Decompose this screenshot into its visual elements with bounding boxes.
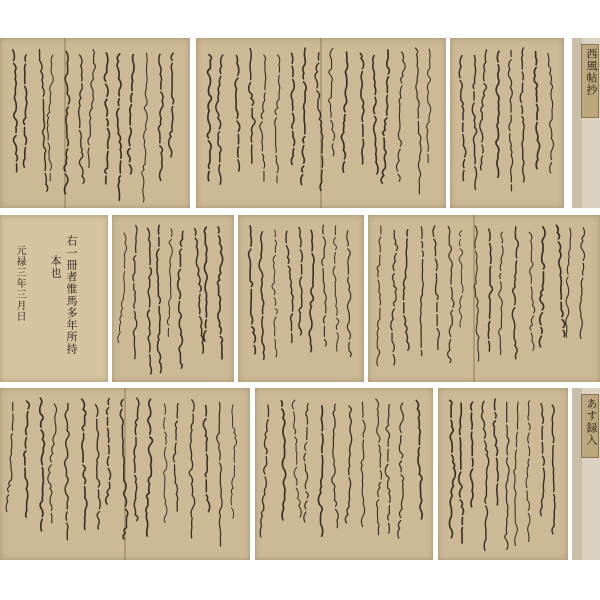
script-column <box>23 55 26 167</box>
script-column <box>397 52 406 181</box>
script-column <box>482 401 489 550</box>
script-column <box>96 405 101 533</box>
script-column <box>381 50 389 183</box>
script-column <box>40 398 45 531</box>
script-column <box>552 405 555 534</box>
script-column <box>540 404 544 519</box>
manuscript-page-r2-b <box>112 215 234 382</box>
script-column <box>526 401 530 542</box>
calligraphy-strokes <box>196 38 446 208</box>
script-column <box>333 226 339 351</box>
calligraphy-strokes <box>112 215 234 382</box>
script-column <box>373 56 378 177</box>
script-column <box>377 226 381 366</box>
manuscript-page-r2-c <box>238 215 364 382</box>
script-column <box>459 403 464 546</box>
script-column <box>142 53 148 202</box>
script-column <box>493 399 498 505</box>
script-column <box>173 404 178 512</box>
script-column <box>82 399 87 532</box>
script-column <box>403 230 409 351</box>
calligraphy-strokes <box>238 215 364 382</box>
book-cover-r3 <box>572 388 600 560</box>
script-column <box>260 405 268 537</box>
script-column <box>117 54 121 200</box>
script-column <box>345 406 351 526</box>
colophon-date: 元禄三年三月日 <box>14 245 25 322</box>
cover-title: 西風帖抄 <box>585 48 598 96</box>
script-column <box>299 227 303 335</box>
script-column <box>120 400 128 540</box>
script-column <box>217 402 222 549</box>
script-column <box>415 48 421 194</box>
script-column <box>514 402 518 545</box>
script-column <box>496 51 499 177</box>
script-column <box>275 55 280 183</box>
script-column <box>341 52 347 172</box>
script-column <box>167 229 172 340</box>
script-column <box>539 227 545 347</box>
script-column <box>65 404 70 540</box>
script-column <box>272 230 277 360</box>
manuscript-page-r3-c <box>438 388 568 560</box>
manuscript-page-r3-a <box>0 388 250 560</box>
script-column <box>235 56 240 174</box>
cover-title-label <box>581 394 599 458</box>
script-column <box>529 232 534 353</box>
script-column <box>249 49 255 167</box>
script-column <box>169 53 174 157</box>
script-column <box>448 226 454 362</box>
script-column <box>420 227 423 356</box>
script-column <box>292 400 301 520</box>
script-column <box>322 225 327 349</box>
script-column <box>104 53 109 184</box>
script-column <box>347 231 351 357</box>
script-column <box>472 56 476 190</box>
script-column <box>195 229 204 354</box>
script-column <box>315 53 323 191</box>
script-column <box>304 404 308 522</box>
script-column <box>217 227 222 359</box>
script-column <box>499 232 503 354</box>
cover-title: あす録入 <box>585 398 598 446</box>
script-column <box>433 226 439 350</box>
script-column <box>566 228 571 340</box>
script-column <box>6 402 13 511</box>
script-column <box>470 402 473 507</box>
script-column <box>427 49 431 163</box>
script-column <box>231 405 237 519</box>
script-column <box>88 50 95 171</box>
script-column <box>13 50 18 175</box>
manuscript-page-r1-b <box>196 38 446 208</box>
script-column <box>329 48 335 155</box>
calligraphy-strokes <box>438 388 568 560</box>
script-column <box>178 231 183 368</box>
script-column <box>158 54 163 180</box>
cover-title-label <box>581 44 599 118</box>
calligraphy-strokes <box>0 388 250 560</box>
script-column <box>203 406 209 512</box>
script-column <box>189 400 195 541</box>
script-column <box>260 55 266 184</box>
calligraphy-strokes <box>368 215 600 382</box>
script-column <box>556 225 564 336</box>
script-column <box>318 406 323 536</box>
script-column <box>508 51 512 191</box>
colophon-line-1: 右一冊者惟馬多年所持 <box>65 235 78 355</box>
script-column <box>64 52 70 197</box>
manuscript-page-r1-c <box>450 38 564 208</box>
script-column <box>204 227 207 341</box>
script-column <box>416 401 422 519</box>
colophon-line-2: 本也 <box>49 255 62 279</box>
calligraphy-strokes <box>255 388 433 560</box>
script-column <box>147 228 151 374</box>
script-column <box>157 225 162 372</box>
script-column <box>79 55 85 183</box>
script-column <box>216 55 223 184</box>
script-column <box>133 225 137 358</box>
script-column <box>360 53 364 167</box>
script-column <box>207 55 211 181</box>
script-column <box>309 231 314 355</box>
script-column <box>134 398 139 523</box>
script-column <box>512 227 518 362</box>
script-column <box>361 402 365 526</box>
script-column <box>164 404 167 523</box>
script-column <box>128 55 134 174</box>
script-column <box>146 399 153 536</box>
script-column <box>520 48 524 182</box>
script-column <box>474 226 479 361</box>
script-column <box>259 232 264 360</box>
script-column <box>398 403 404 538</box>
script-column <box>291 53 294 164</box>
script-column <box>385 405 390 534</box>
script-column <box>488 229 492 351</box>
script-column <box>391 230 398 365</box>
script-column <box>332 404 338 530</box>
script-column <box>449 400 455 537</box>
script-column <box>48 404 57 523</box>
script-column <box>459 56 466 184</box>
calligraphy-strokes <box>0 38 190 208</box>
script-column <box>24 401 29 520</box>
manuscript-page-r2-d <box>368 215 600 382</box>
script-column <box>249 226 256 354</box>
script-column <box>534 52 539 169</box>
calligraphy-strokes <box>450 38 564 208</box>
colophon-page <box>0 215 108 382</box>
script-column <box>480 50 487 173</box>
script-column <box>376 399 382 538</box>
script-column <box>47 55 53 181</box>
manuscript-page-r3-b <box>255 388 433 560</box>
script-column <box>281 401 285 520</box>
script-column <box>286 231 293 342</box>
script-column <box>40 50 48 192</box>
manuscript-page-r1-a <box>0 38 190 208</box>
book-cover-r1 <box>572 38 600 208</box>
script-column <box>459 231 463 327</box>
script-column <box>106 399 111 505</box>
script-column <box>301 48 306 187</box>
script-column <box>548 54 554 174</box>
script-column <box>505 402 509 552</box>
script-column <box>580 228 585 339</box>
script-column <box>118 233 127 343</box>
